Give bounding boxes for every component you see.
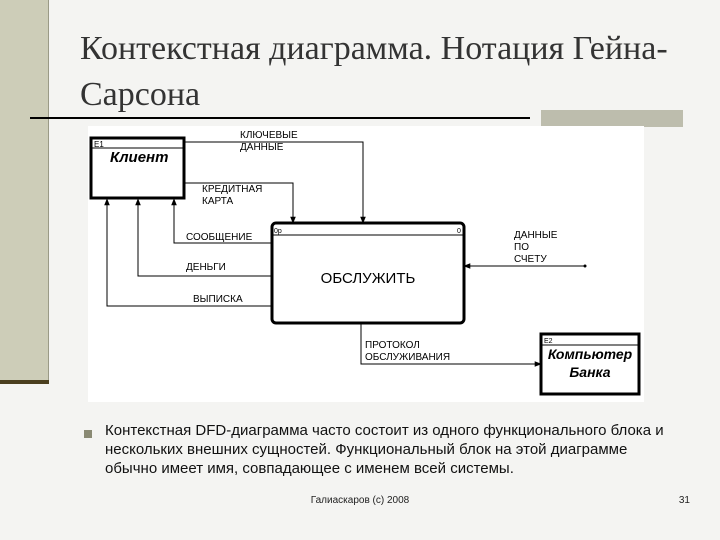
client-label: Клиент xyxy=(110,149,169,166)
title-accent-block xyxy=(541,110,683,127)
label-card-2: КАРТА xyxy=(202,196,234,207)
bank-entity xyxy=(541,334,639,394)
page-number: 31 xyxy=(678,495,690,506)
label-protocol-1: ПРОТОКОЛ xyxy=(365,340,420,351)
label-protocol-2: ОБСЛУЖИВАНИЯ xyxy=(365,352,451,363)
client-entity xyxy=(91,138,184,198)
process-number: 0 xyxy=(457,228,461,235)
bank-label-line2: Банка xyxy=(569,364,611,380)
decorative-left-bar xyxy=(0,0,48,383)
footer-credit: Галиаскаров (с) 2008 xyxy=(310,495,410,506)
process-block xyxy=(272,223,464,323)
decorative-left-bar-base xyxy=(0,380,49,384)
label-account-3: СЧЕТУ xyxy=(514,254,547,265)
client-box xyxy=(91,138,184,198)
label-account-2: ПО xyxy=(514,242,529,253)
label-statement: ВЫПИСКА xyxy=(193,294,243,305)
bank-id: Е2 xyxy=(544,338,553,345)
decorative-left-line xyxy=(48,0,49,383)
process-id: 0р xyxy=(274,228,282,235)
bank-label-line1: Компьютер xyxy=(547,346,633,362)
label-message: СООБЩЕНИЕ xyxy=(186,232,253,243)
flow-account-source-dot xyxy=(584,265,587,268)
bullet-text: Контекстная DFD-диаграмма часто состоит из одного функционального блока и нескольких внешних сущностей. Функциональный блок на этой диаграмме обычно имеет имя, совпадающее с именем всей системы. xyxy=(105,422,664,477)
label-money: ДЕНЬГИ xyxy=(186,262,226,273)
client-id: Е1 xyxy=(94,140,104,149)
title-underline xyxy=(30,117,530,119)
label-key-data-1: КЛЮЧЕВЫЕ xyxy=(240,130,298,141)
process-label: ОБСЛУЖИТЬ xyxy=(320,270,416,287)
slide-title: Контекстная диаграмма. Нотация Гейна-Сарсона xyxy=(80,30,668,113)
label-key-data-2: ДАННЫЕ xyxy=(240,142,284,153)
label-card-1: КРЕДИТНАЯ xyxy=(202,184,263,195)
bullet-icon xyxy=(84,430,92,438)
flow-statement xyxy=(107,199,272,306)
dfd-canvas xyxy=(88,126,644,402)
label-account-1: ДАННЫЕ xyxy=(514,230,558,241)
dfd-diagram xyxy=(88,126,644,402)
